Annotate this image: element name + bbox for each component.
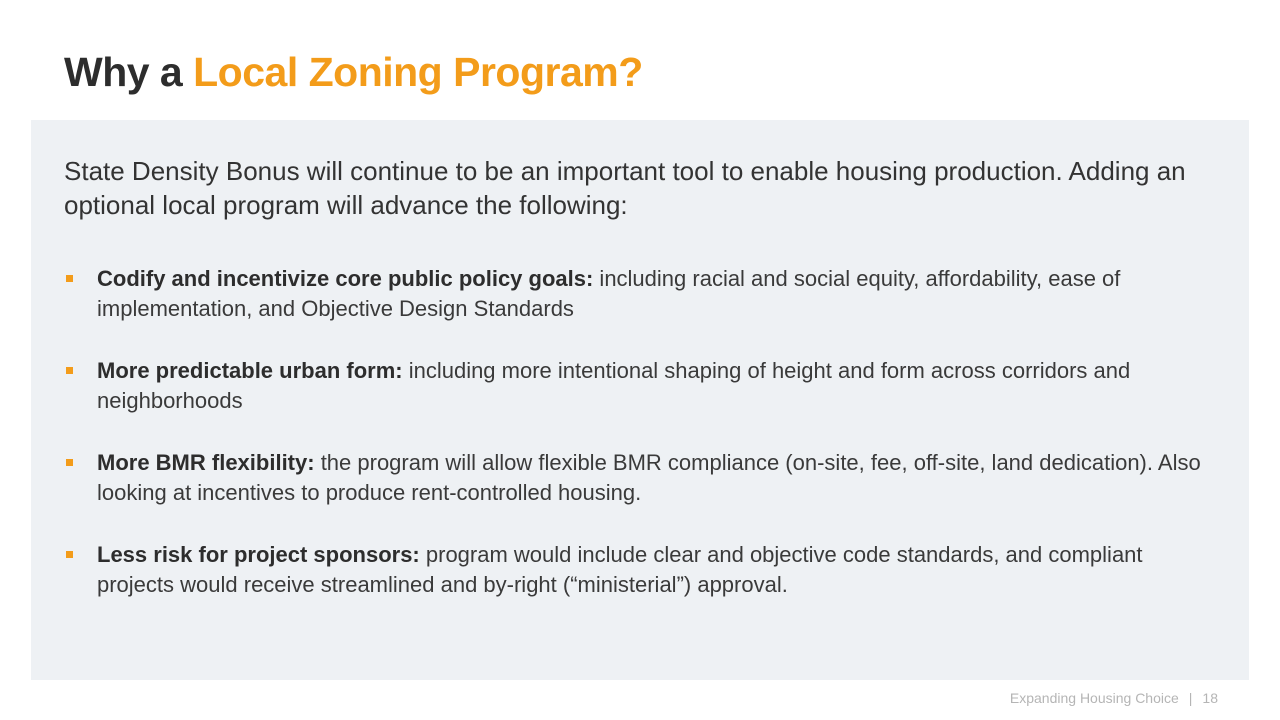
slide-footer — [1010, 690, 1218, 706]
square-bullet-icon — [66, 367, 73, 374]
bullet-item-policy-goals — [64, 264, 1224, 356]
square-bullet-icon — [66, 551, 73, 558]
bullet-list — [64, 264, 1224, 632]
bullet-heading: Less risk for project sponsors: — [97, 542, 420, 567]
square-bullet-icon — [66, 275, 73, 282]
footer-label: Expanding Housing Choice — [1009, 690, 1179, 706]
bullet-text: program would include clear and objective code standards, and compliant projects would receive streamlined and by-right (“ministerial”) approval. — [97, 542, 1143, 597]
title-accent: Local Zoning Program? — [193, 49, 643, 95]
bullet-text: including more intentional shaping of height and form across corridors and neighborhoods — [97, 358, 1131, 413]
bullet-heading: Codify and incentivize core public policy goals: — [97, 266, 594, 291]
intro-text: State Density Bonus will continue to be an important tool to enable housing production. Adding an optional local program will advance the following: — [64, 156, 1186, 220]
content-panel — [31, 120, 1249, 680]
footer-separator: | — [1188, 690, 1193, 706]
bullet-heading: More BMR flexibility: — [97, 450, 315, 475]
bullet-heading: More predictable urban form: — [97, 358, 403, 383]
bullet-item-urban-form — [64, 356, 1224, 448]
page-title — [64, 46, 643, 98]
page-number: 18 — [1202, 690, 1218, 706]
title-prefix: Why a — [64, 49, 194, 95]
bullet-text: including racial and social equity, affordability, ease of implementation, and Objective Design Standards — [97, 266, 1121, 321]
bullet-text: the program will allow flexible BMR compliance (on-site, fee, off-site, land dedication). Also looking at incentives to produce rent-controlled housing. — [97, 450, 1201, 505]
bullet-item-less-risk — [64, 540, 1224, 632]
bullet-item-bmr-flexibility — [64, 448, 1224, 540]
square-bullet-icon — [66, 459, 73, 466]
